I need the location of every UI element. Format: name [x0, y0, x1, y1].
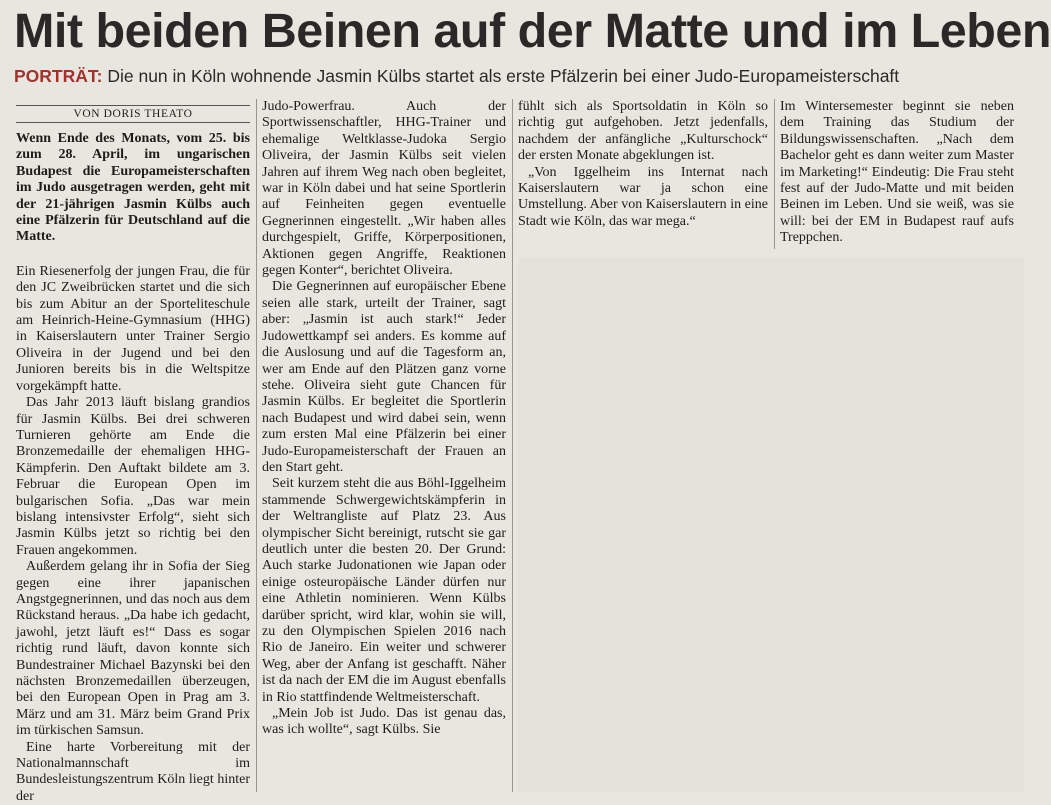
body-paragraph: Seit kurzem steht die aus Böhl-Iggelheim stammende Schwergewichtskämpferin in der Weltrangliste auf Platz 23. Aus olympischer Sicht bereinigt, rutscht sie gar deutlich unter die besten 20. Der Grund: Auch starke Judonationen wie Japan oder einige osteuropäische Länder dürfen nur eine Athletin nominieren. Wenn Külbs darüber spricht, wird klar, wohin sie will, zu den Olympischen Spielen 2016 nach Rio de Janeiro. Ein weiter und schwerer Weg, aber der Anfang ist geschafft. Näher ist da nach der EM die im August ebenfalls in Rio stattfindende Weltmeisterschaft.: [262, 476, 506, 705]
body-paragraph: „Von Iggelheim ins Internat nach Kaiserslautern war ja schon eine Umstellung. Aber von Kaiserslautern in eine Stadt wie Köln, das war mega.“: [518, 164, 768, 229]
body-paragraph: Eine harte Vorbereitung mit der Nationalmannschaft im Bundesleistungszentrum Köln liegt hinter der: [16, 739, 250, 804]
byline: VON DORIS THEATO: [16, 105, 250, 123]
article-column-2: [262, 99, 506, 792]
kicker: PORTRÄT:: [14, 66, 103, 86]
lead-paragraph: Wenn Ende des Monats, vom 25. bis zum 28. April, im ungarischen Budapest die Europameisterschaften im Judo ausgetragen werden, geht mit der 21-jährigen Jasmin Külbs auch eine Pfälzerin für Deutschland auf die Matte.: [16, 131, 250, 245]
body-paragraph: fühlt sich als Sportsoldatin in Köln so richtig gut aufgehoben. Jetzt jedenfalls, nachdem der anfängliche „Kulturschock“ der ersten Monate abgeklungen ist.: [518, 99, 768, 164]
column-divider: [774, 99, 775, 249]
headline: Mit beiden Beinen auf der Matte und im Leben: [14, 4, 1051, 58]
subheadline: [14, 63, 899, 89]
body-paragraph: Judo-Powerfrau. Auch der Sportwissenschaftler, HHG-Trainer und ehemalige Weltklasse-Judoka Sergio Oliveira, der Jasmin Külbs seit vielen Jahren auf ihrem Weg nach oben begleitet, war in Köln dabei und hat seine Sportlerin auf Feinheiten gegen eventuelle Gegnerinnen eingestellt. „Wir haben alles durchgespielt, Griffe, Körperpositionen, Aktionen gegen Angriffe, Reaktionen gegen Konter“, berichtet Oliveira.: [262, 99, 506, 279]
article-column-4: [780, 99, 1014, 259]
subheadline-text: Die nun in Köln wohnende Jasmin Külbs startet als erste Pfälzerin bei einer Judo-Europameisterschaft: [107, 66, 900, 86]
blank-area: [518, 258, 1024, 792]
column-divider: [256, 99, 257, 792]
body-paragraph: „Mein Job ist Judo. Das ist genau das, was ich wollte“, sagt Külbs. Sie: [262, 706, 506, 738]
body-paragraph: Die Gegnerinnen auf europäischer Ebene seien alle stark, urteilt der Trainer, sagt aber: „Jasmin ist auch stark!“ Jeder Judowettkampf sei anders. Es komme auf die Auslosung und auf die Tagesform an, wer am Ende auf den Plätzen ganz vorne stehe. Oliveira sieht gute Chancen für Jasmin Külbs. Er begleitet die Sportlerin nach Budapest und wird dabei sein, wenn zum ersten Mal eine Pfälzerin bei einer Judo-Europameisterschaft der Frauen an den Start geht.: [262, 279, 506, 475]
body-paragraph: Im Wintersemester beginnt sie neben dem Training das Studium der Bildungswissenschaften. „Nach dem Bachelor geht es dann weiter zum Master im Marketing!“ Eindeutig: Die Frau steht fest auf der Judo-Matte und mit beiden Beinen im Leben. Und sie weiß, was sie will: bei der EM in Budapest rauf aufs Treppchen.: [780, 99, 1014, 246]
body-paragraph: Das Jahr 2013 läuft bislang grandios für Jasmin Külbs. Bei drei schweren Turnieren gehörte am Ende die Bronzemedaille der ehemaligen HHG-Kämpferin. Den Auftakt bildete am 3. Februar die European Open im bulgarischen Sofia. „Das war mein bislang intensivster Erfolg“, sieht sich Jasmin Külbs jetzt so richtig bei den Frauen angekommen.: [16, 395, 250, 558]
column-divider: [512, 99, 513, 792]
body-paragraph: Außerdem gelang ihr in Sofia der Sieg gegen eine ihrer japanischen Angstgegnerinnen, und das noch aus dem Rückstand heraus. „Da habe ich gedacht, jawohl, jetzt läuft es!“ Dass es sogar richtig rund läuft, davon konnte sich Bundestrainer Michael Bazynski bei den nächsten Bronzemedaillen überzeugen, bei den European Open in Prag am 3. März und am 31. März beim Grand Prix im türkischen Samsun.: [16, 559, 250, 739]
article-column-1: [16, 99, 250, 804]
article-column-3: [518, 99, 768, 259]
body-paragraph: Ein Riesenerfolg der jungen Frau, die für den JC Zweibrücken startet und die sich bis zum Abitur an der Sporteliteschule am Heinrich-Heine-Gymnasium (HHG) in Kaiserslautern unter Trainer Sergio Oliveira in der Jugend und bei den Junioren bereits bis in die Weltspitze vorgekämpft hatte.: [16, 263, 250, 394]
